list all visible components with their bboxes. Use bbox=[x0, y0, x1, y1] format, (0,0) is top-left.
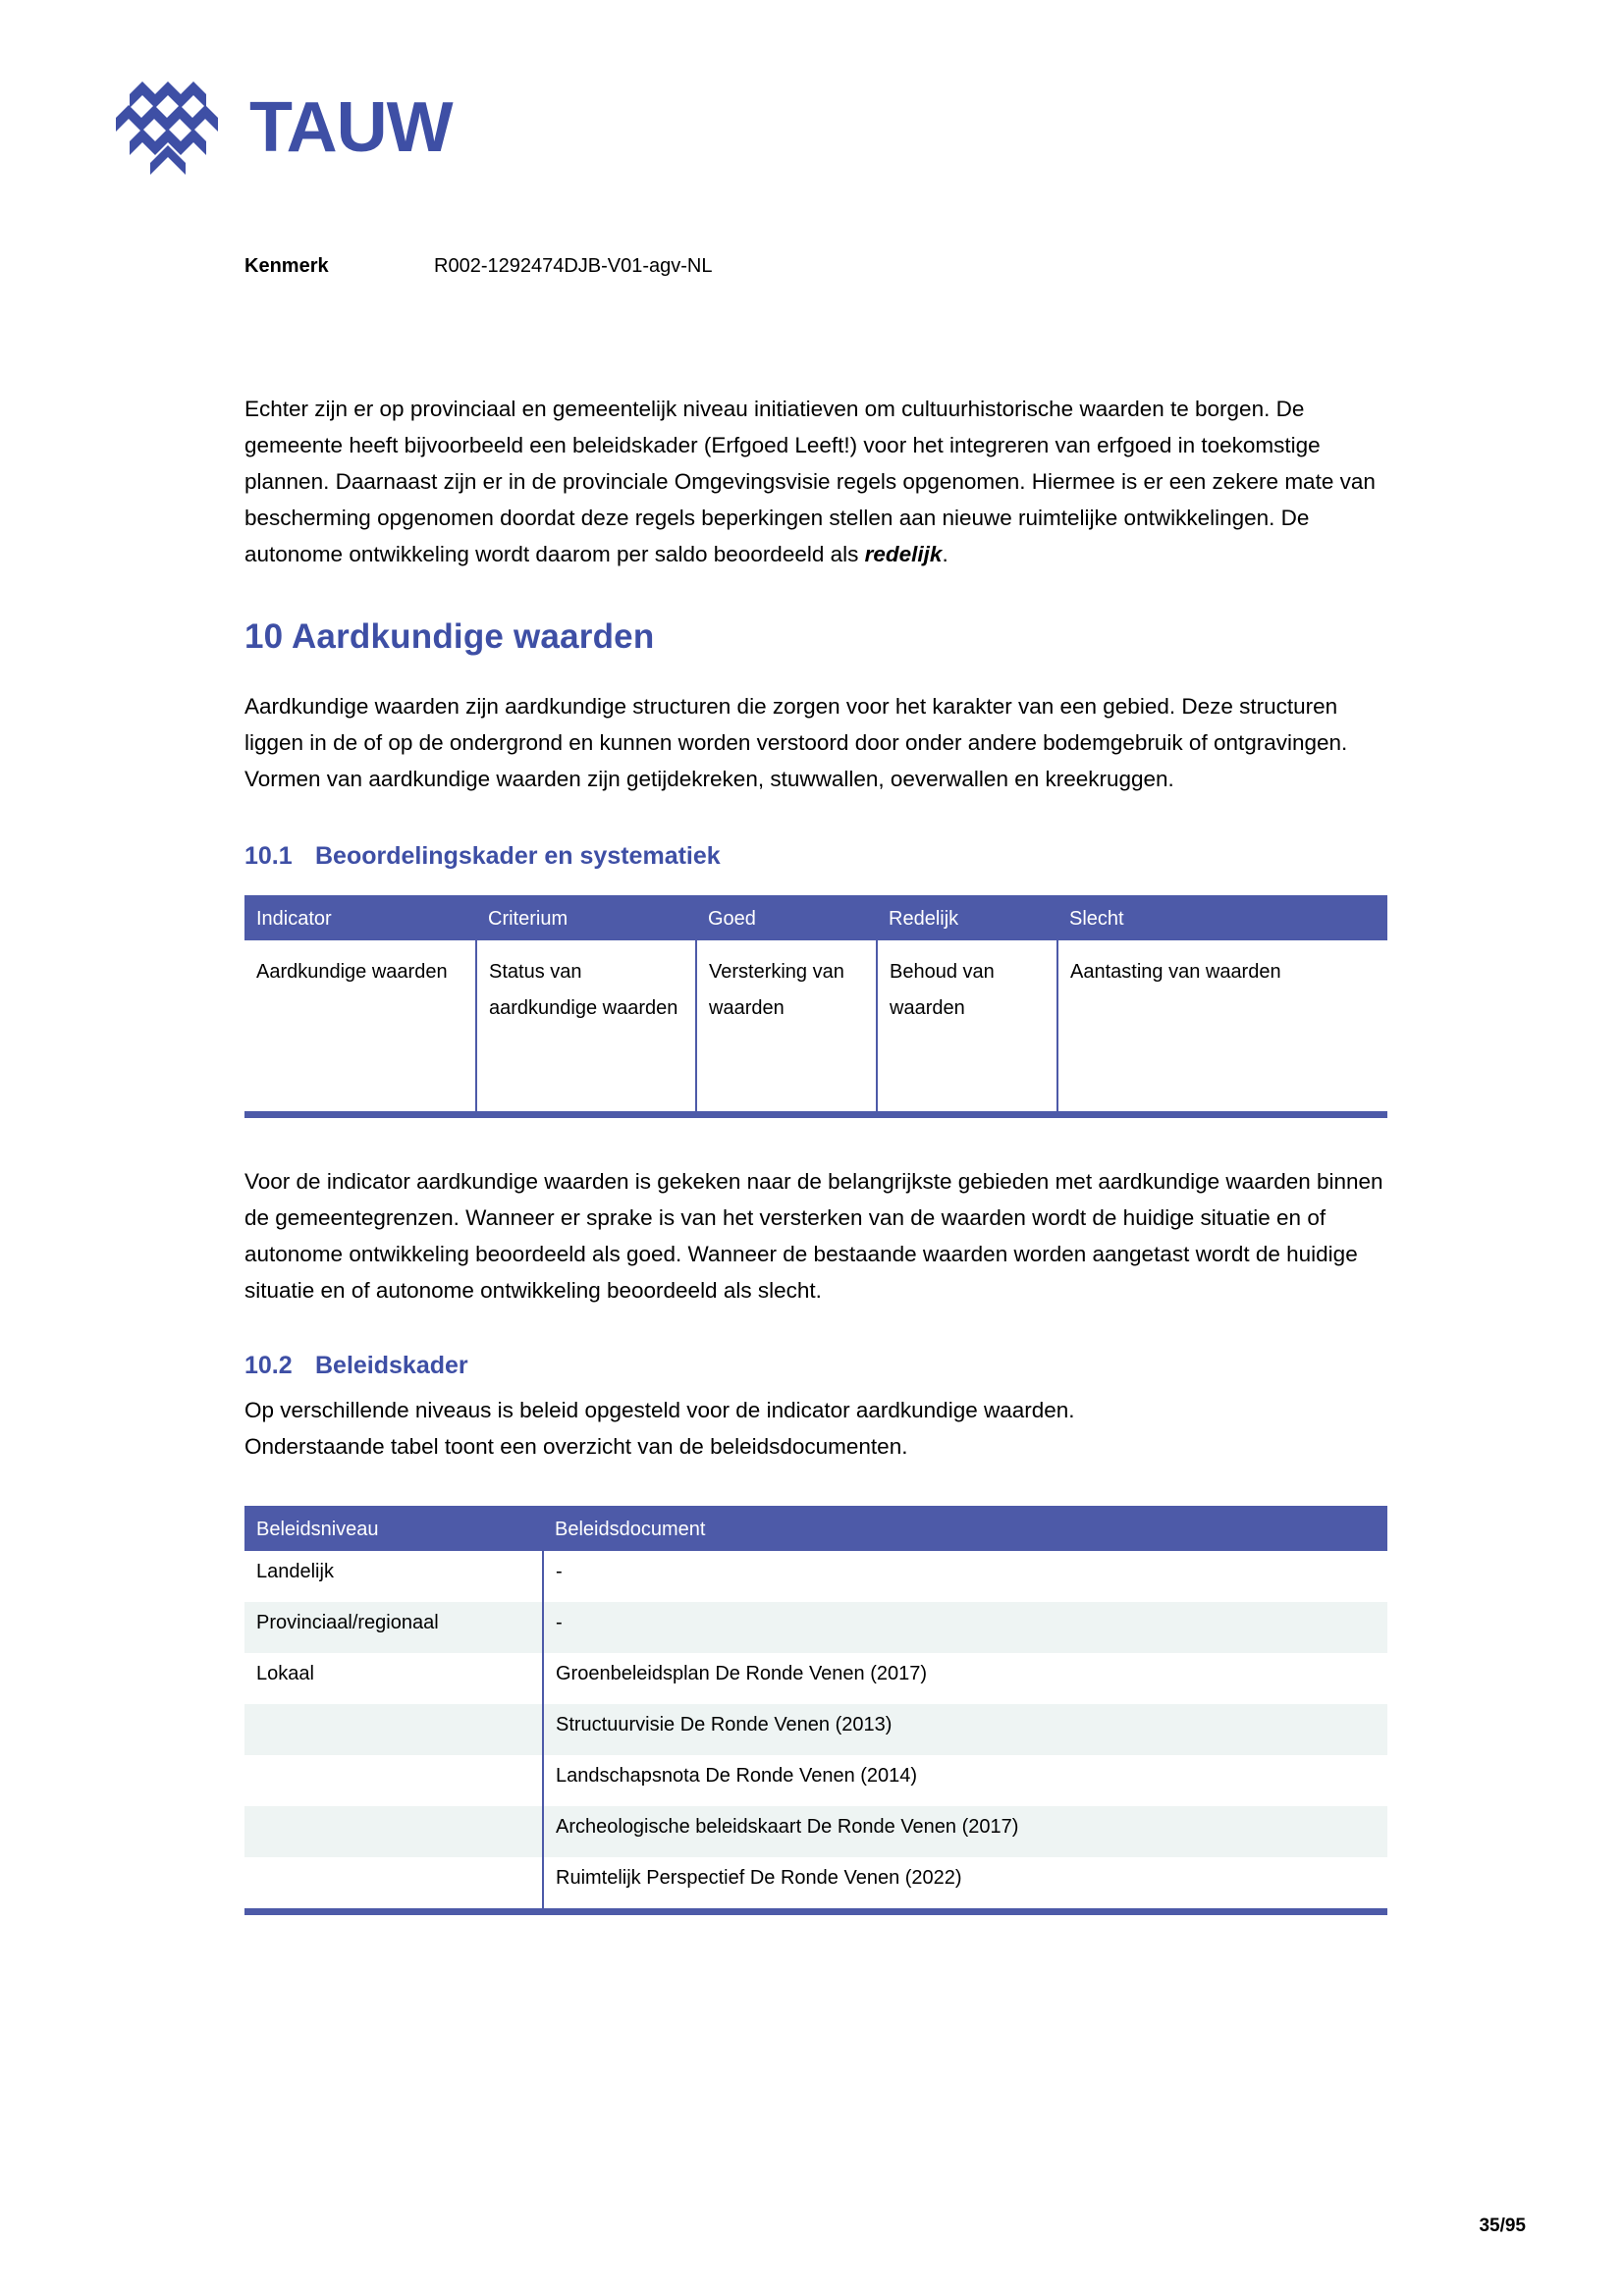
policy-table-head bbox=[244, 1508, 1387, 1551]
kenmerk bbox=[244, 255, 713, 278]
intro-paragraph-tail: . bbox=[942, 542, 948, 566]
table-row bbox=[244, 1857, 1387, 1912]
criteria-cell-redelijk: Behoud van waarden bbox=[877, 940, 1057, 1115]
criteria-table-body bbox=[244, 940, 1387, 1115]
intro-paragraph-emphasis: redelijk bbox=[864, 542, 943, 566]
policy-cell-document: Landschapsnota De Ronde Venen (2014) bbox=[543, 1755, 1387, 1806]
policy-table bbox=[244, 1506, 1387, 1915]
policy-cell-document: Groenbeleidsplan De Ronde Venen (2017) bbox=[543, 1653, 1387, 1704]
criteria-cell-slecht: Aantasting van waarden bbox=[1057, 940, 1387, 1115]
criteria-header-redelijk: Redelijk bbox=[877, 897, 1057, 940]
section-10-2-paragraph-line-2: Onderstaande tabel toont een overzicht van de beleidsdocumenten. bbox=[244, 1433, 908, 1459]
criteria-cell-indicator: Aardkundige waarden bbox=[256, 961, 448, 984]
chapter-heading: 10 Aardkundige waarden bbox=[244, 617, 655, 656]
criteria-table-header-row bbox=[244, 897, 1387, 940]
table-row bbox=[244, 1551, 1387, 1602]
table-row bbox=[244, 1806, 1387, 1857]
policy-cell-level: Provinciaal/regionaal bbox=[244, 1602, 543, 1653]
policy-table-header-row bbox=[244, 1508, 1387, 1551]
chapter-paragraph: Aardkundige waarden zijn aardkundige structuren die zorgen voor het karakter van een gebied. Deze structuren liggen in de of op de ondergrond en kunnen worden verstoord door onder andere bodemgebruik of ontgravingen. Vormen van aardkundige waarden zijn getijdekreken, stuwwallen, oeverwallen en kreekruggen. bbox=[244, 693, 1348, 791]
criteria-cell-goed: Versterking van waarden bbox=[696, 940, 877, 1115]
section-heading-10-2 bbox=[244, 1350, 1387, 1382]
policy-table-body bbox=[244, 1551, 1387, 1912]
table-row bbox=[244, 1704, 1387, 1755]
criteria-table-head bbox=[244, 897, 1387, 940]
section-heading-10-1 bbox=[244, 840, 1387, 873]
policy-cell-document: Structuurvisie De Ronde Venen (2013) bbox=[543, 1704, 1387, 1755]
criteria-header-criterium: Criterium bbox=[476, 897, 696, 940]
tauw-logo bbox=[110, 77, 453, 179]
table-row bbox=[244, 940, 1387, 1115]
table-row bbox=[244, 1755, 1387, 1806]
section-title-10-1: Beoordelingskader en systematiek bbox=[315, 841, 721, 870]
criteria-header-goed: Goed bbox=[696, 897, 877, 940]
intro-paragraph-text: Echter zijn er op provinciaal en gemeentelijk niveau initiatieven om cultuurhistorische waarden te borgen. De gemeente heeft bijvoorbeeld een beleidskader (Erfgoed Leeft!) voor het integreren van erfgoed in toekomstige plannen. Daarnaast zijn er in de provinciale Omgevingsvisie regels opgenomen. Hiermee is er een zekere mate van bescherming opgenomen doordat deze regels beperkingen stellen aan nieuwe ruimtelijke ontwikkelingen. De autonome ontwikkeling wordt daarom per saldo beoordeeld als bbox=[244, 397, 1376, 566]
table-row bbox=[244, 1653, 1387, 1704]
section-10-2-paragraph-line-1: Op verschillende niveaus is beleid opgesteld voor de indicator aardkundige waarden. bbox=[244, 1397, 1075, 1422]
policy-cell-level bbox=[244, 1704, 543, 1755]
page-number: 35/95 bbox=[1479, 2216, 1526, 2236]
table-row bbox=[244, 1602, 1387, 1653]
policy-header-beleidsniveau: Beleidsniveau bbox=[244, 1508, 543, 1551]
policy-cell-document: - bbox=[543, 1602, 1387, 1653]
section-title-10-2: Beleidskader bbox=[315, 1352, 468, 1380]
policy-cell-level bbox=[244, 1755, 543, 1806]
criteria-header-indicator: Indicator bbox=[244, 897, 476, 940]
after-table-paragraph: Voor de indicator aardkundige waarden is gekeken naar de belangrijkste gebieden met aardkundige waarden binnen de gemeentegrenzen. Wanneer er sprake is van het versterken van de waarden wordt de huidige situatie en of autonome ontwikkeling beoordeeld als goed. Wanneer de bestaande waarden worden aangetast wordt de huidige situatie en of autonome ontwikkeling beoordeeld als slecht. bbox=[244, 1169, 1383, 1304]
policy-cell-level bbox=[244, 1806, 543, 1857]
criteria-header-slecht: Slecht bbox=[1057, 897, 1387, 940]
intro-paragraph bbox=[244, 391, 1387, 572]
policy-cell-level bbox=[244, 1857, 543, 1912]
section-number-10-2: 10.2 bbox=[244, 1352, 293, 1380]
kenmerk-label: Kenmerk bbox=[244, 255, 329, 277]
criteria-table bbox=[244, 895, 1387, 1118]
kenmerk-value: R002-1292474DJB-V01-agv-NL bbox=[434, 255, 713, 277]
section-number-10-1: 10.1 bbox=[244, 841, 293, 870]
policy-cell-document: - bbox=[543, 1551, 1387, 1602]
policy-header-beleidsdocument: Beleidsdocument bbox=[543, 1508, 1387, 1551]
policy-cell-document: Archeologische beleidskaart De Ronde Venen (2017) bbox=[543, 1806, 1387, 1857]
tauw-wordmark: TAUW bbox=[249, 88, 453, 167]
policy-cell-level: Landelijk bbox=[256, 1560, 334, 1582]
criteria-cell-criterium: Status van aardkundige waarden bbox=[476, 940, 696, 1115]
tauw-logo-mark bbox=[110, 77, 226, 179]
policy-cell-level: Lokaal bbox=[256, 1662, 314, 1684]
document-content bbox=[244, 391, 1387, 1915]
policy-cell-document: Ruimtelijk Perspectief De Ronde Venen (2022) bbox=[543, 1857, 1387, 1912]
